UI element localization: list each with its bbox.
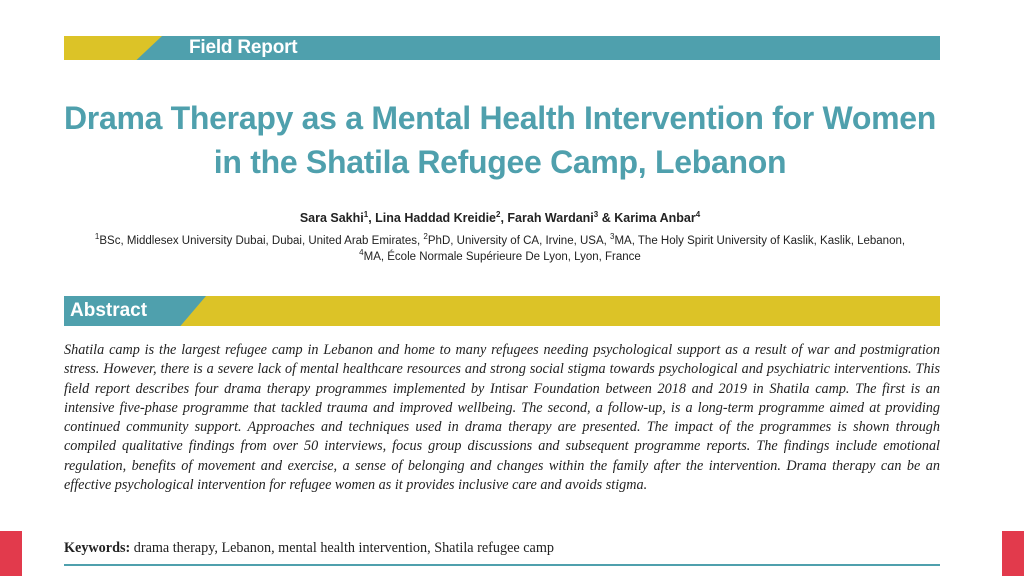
author-affiliation-mark: 3 (593, 209, 599, 219)
paper-title-line-1: Drama Therapy as a Mental Health Intervention for Women (63, 100, 936, 136)
paper-title (40, 96, 960, 184)
keywords-line (64, 538, 940, 558)
abstract-heading: Abstract (70, 300, 148, 321)
author-separator: , (500, 211, 508, 225)
author-affiliation-mark: 4 (695, 209, 701, 219)
keywords-text: drama therapy, Lebanon, mental health intervention, Shatila refugee camp (130, 540, 554, 556)
right-edge-marker (1002, 531, 1024, 576)
left-edge-marker (0, 531, 22, 576)
affiliation-mark: 1 (94, 232, 100, 242)
affiliation-text: PhD, University of CA, Irvine, USA, (427, 235, 611, 247)
affiliation-text: MA, École Normale Supérieure De Lyon, Lyon, France (363, 251, 641, 263)
author-name: Farah Wardani (507, 211, 594, 225)
author-affiliation-mark: 2 (496, 209, 501, 219)
affiliation-text: MA, The Holy Spirit University of Kaslik, Kaslik, Lebanon, (614, 235, 906, 247)
affiliation-text: BSc, Middlesex University Dubai, Dubai, United Arab Emirates, (99, 235, 424, 247)
paper-title-line-2: in the Shatila Refugee Camp, Lebanon (213, 144, 787, 180)
abstract-header-band (64, 296, 940, 326)
author-name: Sara Sakhi (299, 211, 364, 225)
section-header-band (64, 36, 940, 60)
affiliation-mark: 2 (423, 232, 428, 242)
author-affiliation-mark: 1 (363, 209, 369, 219)
author-separator: & (598, 211, 615, 225)
author-list (40, 210, 960, 226)
affiliation-list (60, 233, 940, 265)
author-name: Karima Anbar (614, 211, 696, 225)
keywords-label: Keywords: (64, 540, 131, 556)
affiliation-mark: 3 (610, 232, 615, 242)
author-name: Lina Haddad Kreidie (375, 211, 497, 225)
abstract-text: Shatila camp is the largest refugee camp in Lebanon and home to many refugees needing psychological support as a result of war and postmigration stress. However, there is a severe lack of mental healthcare resources and strong social stigma towards psychological and psychiatric interventions. This field report describes four drama therapy programmes implemented by Intisar Foundation between 2018 and 2019 in Shatila camp. The first is an intensive five-phase programme that tackled trauma and improved wellbeing. The second, a follow-up, is a long-term programme aimed at providing continued community support. Approaches and techniques used in drama therapy are presented. The impact of the programmes is shown through compiled qualitative findings from over 50 interviews, focus group discussions and subsequent programme reports. The findings include emotional regulation, benefits of movement and exercise, a sense of belonging and changes within the family after the intervention. Drama therapy can be an effective psychological intervention for refugee women as it provides inclusive care and avoids stigma. (64, 342, 940, 494)
author-separator: , (368, 211, 376, 225)
bottom-divider (64, 564, 940, 566)
section-label: Field Report (189, 37, 298, 58)
header-band-accent (64, 36, 162, 60)
affiliation-mark: 4 (359, 248, 364, 258)
